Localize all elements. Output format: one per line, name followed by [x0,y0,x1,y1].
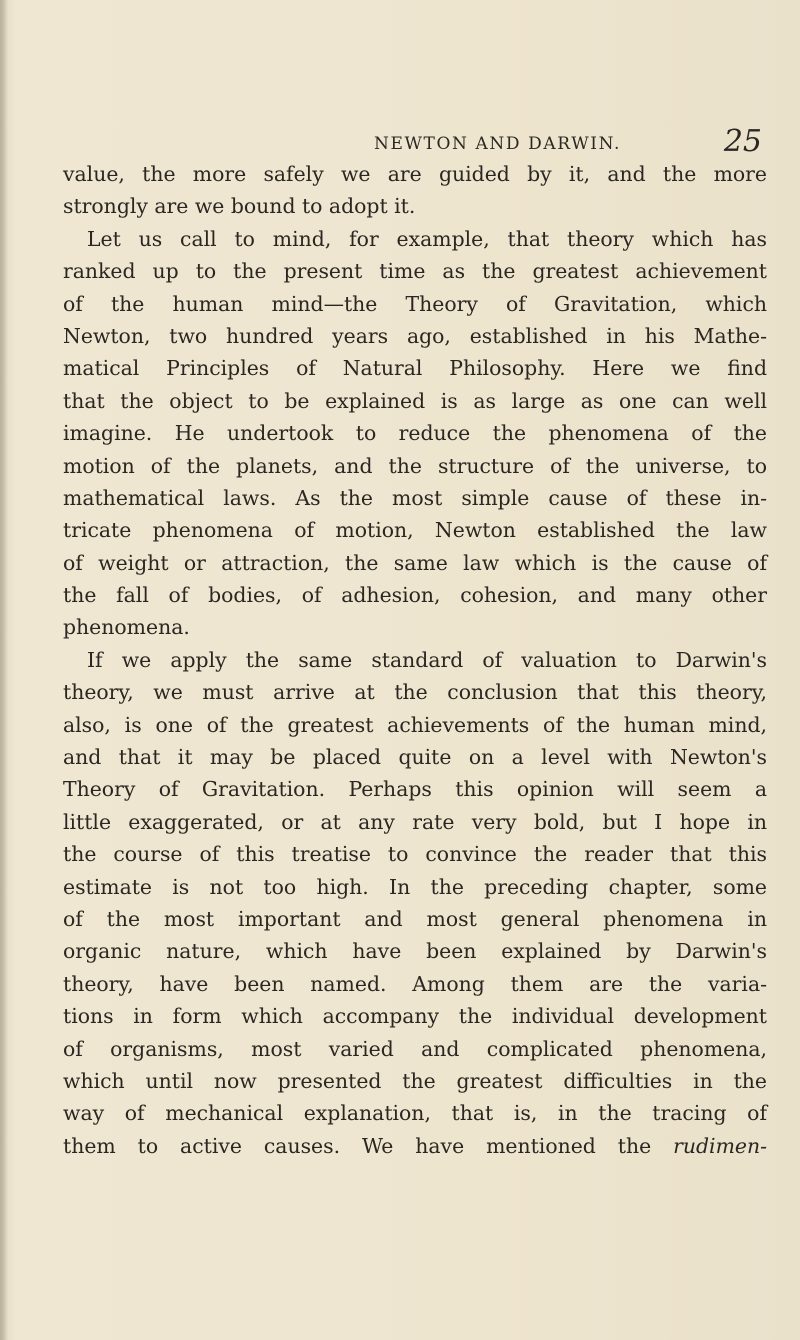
text-line: imagine. He undertook to reduce the phenomena of the [63,421,767,446]
page-number: 25 [723,124,762,159]
italic-word: rudimen- [673,1133,768,1158]
body-text [63,158,767,1162]
text-line: and that it may be placed quite on a level with Newton's [63,745,767,770]
text-line: motion of the planets, and the structure of the universe, to [63,453,767,478]
text-line: Newton, two hundred years ago, established in his Mathe- [63,323,767,348]
text-line: that the object to be explained is as large as one can well [63,388,767,413]
text-line: Let us call to mind, for example, that theory which has [87,226,767,251]
text-line: the fall of bodies, of adhesion, cohesion, and many other [63,583,767,608]
text-line: Theory of Gravitation. Perhaps this opinion will seem a [63,777,767,802]
text-line: matical Principles of Natural Philosophy. Here we find [63,356,767,381]
text-line: of the human mind—the Theory of Gravitation, which [63,291,767,316]
text-line: also, is one of the greatest achievements of the human mind, [63,712,767,737]
text-line-last-roman: them to active causes. We have mentioned the [63,1133,652,1158]
text-line: ranked up to the present time as the greatest achievement [63,259,767,284]
text-line: estimate is not too high. In the preceding chapter, some [63,874,767,899]
text-line: theory, we must arrive at the conclusion that this theory, [63,680,767,705]
text-line: tions in form which accompany the individual development [63,1004,767,1029]
text-line: which until now presented the greatest difficulties in the [63,1068,767,1093]
text-line: phenomena. [63,615,190,640]
text-line: strongly are we bound to adopt it. [63,194,416,219]
text-line: organic nature, which have been explained by Darwin's [63,939,767,964]
text-line-last [63,1130,767,1162]
text-line: tricate phenomena of motion, Newton established the law [63,518,767,543]
text-line: of organisms, most varied and complicated phenomena, [63,1036,767,1061]
text-line: little exaggerated, or at any rate very bold, but I hope in [63,809,767,834]
running-head: NEWTON AND DARWIN. [374,134,622,154]
text-line: way of mechanical explanation, that is, in the tracing of [63,1101,767,1126]
text-line: mathematical laws. As the most simple cause of these in- [63,485,767,510]
text-line: of weight or attraction, the same law which is the cause of [63,550,767,575]
text-line: theory, have been named. Among them are the varia- [63,971,767,996]
text-line: the course of this treatise to convince the reader that this [63,842,767,867]
gutter-shadow [0,0,8,1340]
text-line: of the most important and most general phenomena in [63,906,767,931]
text-line: value, the more safely we are guided by it, and the more [63,162,767,186]
text-line: If we apply the same standard of valuation to Darwin's [87,647,767,672]
